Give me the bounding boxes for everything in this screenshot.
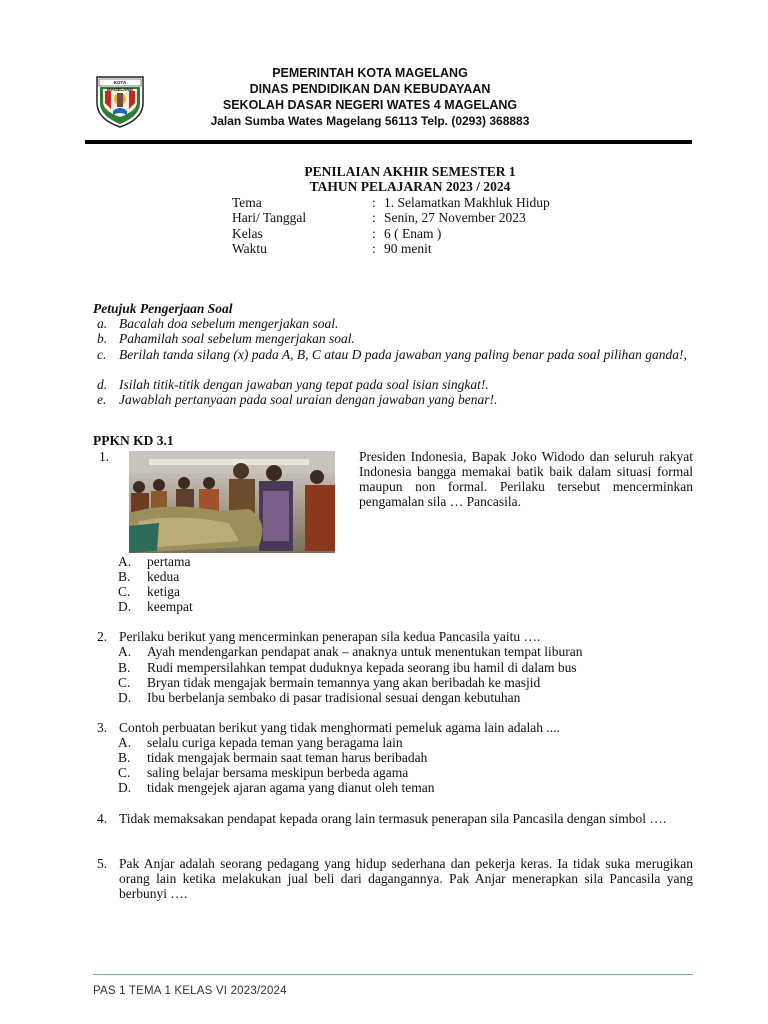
option-letter: A. <box>118 554 132 569</box>
meta-value: 1. Selamatkan Makhluk Hidup <box>384 195 550 210</box>
instruction-letter: d. <box>97 377 108 392</box>
section-heading: PPKN KD 3.1 <box>93 433 174 448</box>
header-line-4: Jalan Sumba Wates Magelang 56113 Telp. (0293) 368883 <box>210 114 530 128</box>
option-letter: C. <box>118 584 131 599</box>
logo-text: KOTA MAGELANG <box>106 80 134 92</box>
header-line-1: PEMERINTAH KOTA MAGELANG <box>272 66 468 80</box>
instruction-text: Isilah titik-titik dengan jawaban yang tepat pada soal isian singkat!. <box>119 377 489 392</box>
meta-label: Kelas <box>232 226 263 241</box>
question-number: 3. <box>97 720 108 735</box>
question-text: Tidak memaksakan pendapat kepada orang lain termasuk penerapan sila Pancasila dengan simbol …. <box>119 811 667 826</box>
instruction-letter: a. <box>97 316 108 331</box>
header-line-2: DINAS PENDIDIKAN DAN KEBUDAYAAN <box>249 82 491 96</box>
instructions-heading: Petujuk Pengerjaan Soal <box>93 301 233 316</box>
question-text: Perilaku berikut yang mencerminkan penerapan sila kedua Pancasila yaitu …. <box>119 629 541 644</box>
meta-label: Hari/ Tanggal <box>232 210 307 225</box>
option-text: Bryan tidak mengajak bermain temannya yang akan beribadah ke masjid <box>147 675 541 690</box>
header-divider <box>85 140 692 144</box>
question-photo <box>129 451 335 553</box>
question-text: Presiden Indonesia, Bapak Joko Widodo dan seluruh rakyat Indonesia bangga memakai batik baik dalam situasi formal maupun non formal. Perilaku tersebut mencerminkan pengamalan sila … Pancasila. <box>359 449 693 509</box>
instruction-text: Pahamilah soal sebelum mengerjakan soal. <box>119 331 355 346</box>
option-text: Ibu berbelanja sembako di pasar tradisional sesuai dengan kebutuhan <box>147 690 521 705</box>
exam-title: PENILAIAN AKHIR SEMESTER 1 <box>304 164 516 179</box>
option-text: pertama <box>147 554 191 569</box>
option-letter: D. <box>118 780 132 795</box>
meta-value: Senin, 27 November 2023 <box>384 210 526 225</box>
option-text: keempat <box>147 599 193 614</box>
instruction-letter: b. <box>97 331 108 346</box>
instruction-text: Jawablah pertanyaan pada soal uraian dengan jawaban yang benar!. <box>119 392 498 407</box>
option-letter: B. <box>118 660 131 675</box>
meta-colon: : <box>372 210 376 225</box>
option-text: Rudi mempersilahkan tempat duduknya kepada seorang ibu hamil di dalam bus <box>147 660 577 675</box>
option-letter: A. <box>118 644 132 659</box>
option-letter: B. <box>118 569 131 584</box>
option-text: tidak mengejek ajaran agama yang dianut oleh teman <box>147 780 435 795</box>
instruction-letter: c. <box>97 347 107 362</box>
question-text: Contoh perbuatan berikut yang tidak menghormati pemeluk agama lain adalah .... <box>119 720 560 735</box>
meta-value: 90 menit <box>384 241 432 256</box>
header-line-3: SEKOLAH DASAR NEGERI WATES 4 MAGELANG <box>222 98 518 112</box>
option-text: selalu curiga kepada teman yang beragama lain <box>147 735 403 750</box>
footer-divider <box>93 974 693 975</box>
option-text: saling belajar bersama meskipun berbeda agama <box>147 765 409 780</box>
meta-value: 6 ( Enam ) <box>384 226 442 241</box>
school-logo <box>95 75 145 129</box>
meta-colon: : <box>372 226 376 241</box>
option-text: Ayah mendengarkan pendapat anak – anaknya untuk menentukan tempat liburan <box>147 644 583 659</box>
option-letter: B. <box>118 750 131 765</box>
option-text: tidak mengajak bermain saat teman harus beribadah <box>147 750 428 765</box>
option-letter: C. <box>118 765 131 780</box>
option-letter: D. <box>118 599 132 614</box>
option-text: ketiga <box>147 584 180 599</box>
exam-year: TAHUN PELAJARAN 2023 / 2024 <box>309 179 511 194</box>
question-number: 1. <box>99 449 110 464</box>
meta-label: Waktu <box>232 241 267 256</box>
option-text: kedua <box>147 569 180 584</box>
question-number: 4. <box>97 811 108 826</box>
question-number: 2. <box>97 629 108 644</box>
instruction-text: Bacalah doa sebelum mengerjakan soal. <box>119 316 339 331</box>
option-letter: C. <box>118 675 131 690</box>
meta-colon: : <box>372 195 376 210</box>
question-number: 5. <box>97 856 108 871</box>
instruction-letter: e. <box>97 392 107 407</box>
question-text: Pak Anjar adalah seorang pedagang yang hidup sederhana dan pekerja keras. Ia tidak suka merugikan orang lain ketika melakukan jual beli dari dagangannya. Pak Anjar menerapkan sila Pancasila yang berbunyi …. <box>119 856 693 901</box>
option-letter: A. <box>118 735 132 750</box>
meta-colon: : <box>372 241 376 256</box>
meta-label: Tema <box>232 195 262 210</box>
option-letter: D. <box>118 690 132 705</box>
instruction-text: Berilah tanda silang (x) pada A, B, C atau D pada jawaban yang paling benar pada soal pilihan ganda!, <box>119 347 687 362</box>
page-footer: PAS 1 TEMA 1 KELAS VI 2023/2024 <box>93 985 287 997</box>
